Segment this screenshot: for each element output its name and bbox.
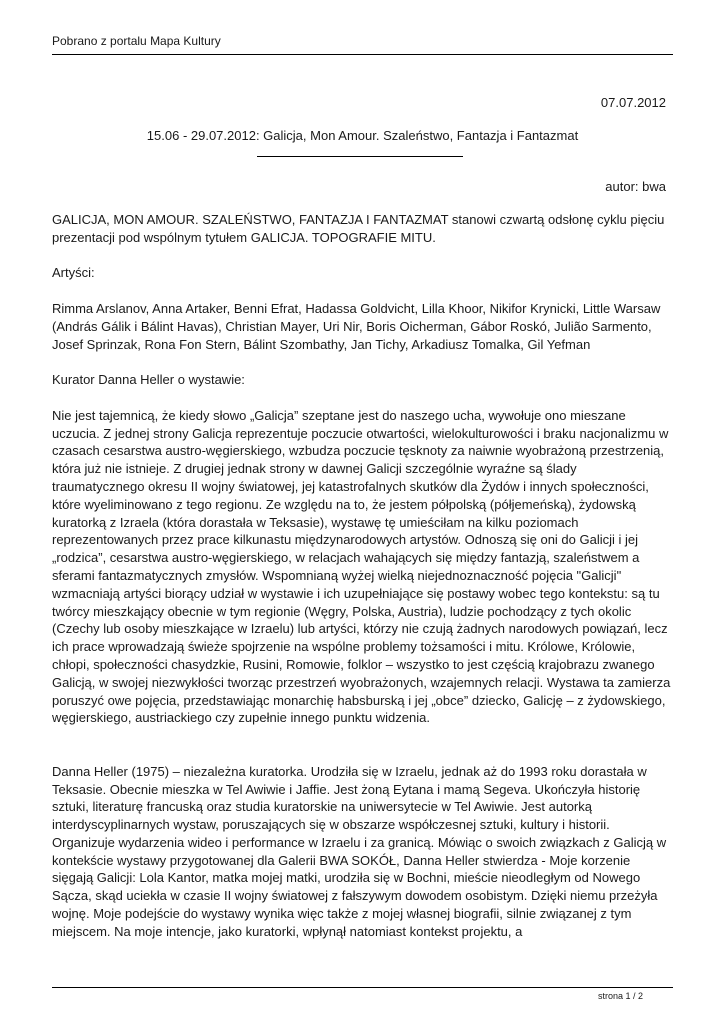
title-underline xyxy=(257,156,463,157)
artists-heading: Artyści: xyxy=(52,265,95,281)
article-body xyxy=(52,211,672,958)
curator-heading: Kurator Danna Heller o wystawie: xyxy=(52,372,245,388)
page-header-source: Pobrano z portalu Mapa Kultury xyxy=(52,34,221,48)
artists-list: Rimma Arslanov, Anna Artaker, Benni Efrat, Hadassa Goldvicht, Lilla Khoor, Nikifor Krynicki, Little Warsaw (András Gálik i Bálint Havas), Christian Mayer, Uri Nir, Boris Oicherman, Gábor Roskó, Julião Sarmento, Josef Sprinzak, Rona Fon Stern, Bálint Szombathy, Jan Tichy, Arkadiusz Tomalka, Gil Yefman xyxy=(52,300,661,352)
page-number: strona 1 / 2 xyxy=(597,991,643,1001)
intro-paragraph: GALICJA, MON AMOUR. SZALEŃSTWO, FANTAZJA I FANTAZMAT stanowi czwartą odsłonę cyklu pięciu prezentacji pod wspólnym tytułem GALICJA. TOPOGRAFIE MITU. xyxy=(52,212,665,245)
header-divider xyxy=(52,54,673,55)
article-author: autor: bwa xyxy=(605,179,666,194)
article-date: 07.07.2012 xyxy=(600,95,666,110)
curator-statement: Nie jest tajemnicą, że kiedy słowo „Galicja” szeptane jest do naszego ucha, wywołuje ono mieszane uczucia. Z jednej strony Galicja reprezentuje poczucie otwartości, wielokulturowości i braku nacjonalizmu w czasach cesarstwa austro-węgierskiego, wzbudza poczucie tęsknoty za naiwnie wyobrażoną przestrzenią, która już nie istnieje. Z drugiej jednak strony w dawnej Galicji szczególnie wyraźne są ślady traumatycznego okresu II wojny światowej, jej katastrofalnych skutków dla Żydów i innych społeczności, które wyeliminowano z tego regionu. Ze względu na to, że jestem półpolską (półjemeńską), żydowską kuratorką z Izraela (która dorastała w Teksasie), wystawę tę umieściłam na kilku poziomach reprezentowanych przez prace kilkunastu międzynarodowych artystów. Odnoszą się oni do Galicji i jej „rodzica”, cesarstwa austro-węgierskiego, w relacjach wahających się między fantazją, szaleństwem a sferami fantazmatycznych zmysłów. Wspomnianą wyżej wielką niejednoznaczność pojęcia "Galicji" wzmacniają artyści biorący udział w wystawie i ich uzupełniające się postawy wobec tego kontekstu: są tu twórcy mieszkający obecnie w tym regionie (Węgry, Polska, Austria), ludzie pochodzący z tych okolic (Czechy lub osoby mieszkające w Izraelu) lub artyści, którzy nie czują żadnych narodowych powiązań, lecz ich prace wprowadzają świeże spojrzenie na wspólne problemy tożsamości i mitu. Królowe, Królowie, chłopi, społeczności chasydzkie, Rusini, Romowie, folklor – wszystko to jest częścią krajobrazu zwanego Galicją, w swojej niezwykłości tworząc przestrzeń wyobrażonych, wzajemnych relacji. Wystawa ta zamierza poruszyć owe pojęcia, przedstawiając monarchię habsburską i jej „obce” dziecko, Galicję – z żydowskiego, węgierskiego, austriackiego czy zupełnie innego punktu widzenia. xyxy=(52,407,671,726)
article-title: 15.06 - 29.07.2012: Galicja, Mon Amour. Szaleństwo, Fantazja i Fantazmat xyxy=(146,128,579,143)
curator-bio: Danna Heller (1975) – niezależna kuratorka. Urodziła się w Izraelu, jednak aż do 1993 roku dorastała w Teksasie. Obecnie mieszka w Tel Awiwie i Jaffie. Jest żoną Eytana i mamą Segeva. Ukończyła historię sztuki, literaturę francuską oraz studia kuratorskie na uniwersytecie w Tel Awiwie. Jest autorką interdyscyplinarnych wystaw, poruszających się w obszarze współczesnej sztuki, kultury i historii. Organizuje wydarzenia wideo i performance w Izraelu i za granicą. Mówiąc o swoich związkach z Galicją w kontekście wystawy przygotowanej dla Galerii BWA SOKÓŁ, Danna Heller stwierdza - Moje korzenie sięgają Galicji: Lola Kantor, matka mojej matki, urodziła się w Bochni, mieście nieodległym od Nowego Sącza, skąd uciekła w czasie II wojny światowej z fałszywym dowodem osobistym. Dzięki niemu przeżyła wojnę. Moje podejście do wystawy wynika więc także z mojej własnej biografii, silnie związanej z tym miejscem. Na moje intencje, jako kuratorki, wpłynął natomiast kontekst projektu, a xyxy=(52,763,667,939)
footer-divider xyxy=(52,987,673,988)
